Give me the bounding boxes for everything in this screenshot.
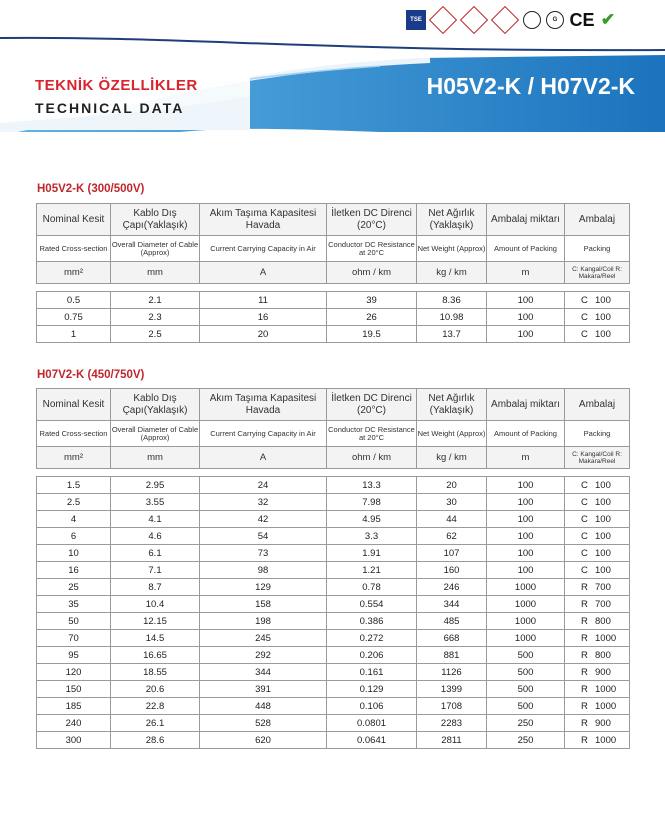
table-cell: 0.161 <box>327 664 417 681</box>
table-cell: 0.5 <box>37 292 111 309</box>
packing-cell <box>565 579 630 596</box>
packing-cell <box>565 698 630 715</box>
table-cell: 0.106 <box>327 698 417 715</box>
col-unit: mm² <box>37 447 111 469</box>
table-cell: 129 <box>200 579 327 596</box>
col-header-tr: Net Ağırlık (Yaklaşık) <box>417 389 487 421</box>
col-header-en: Overall Diameter of Cable (Approx) <box>111 421 200 447</box>
packing-type: C <box>581 479 588 491</box>
table-cell: 73 <box>200 545 327 562</box>
table-cell: 11 <box>200 292 327 309</box>
table-cell: 54 <box>200 528 327 545</box>
table-cell: 20 <box>417 477 487 494</box>
certification-logos <box>406 10 617 30</box>
packing-amount: 100 <box>595 530 611 542</box>
table-cell: 20.6 <box>111 681 200 698</box>
packing-cell <box>565 511 630 528</box>
col-header-tr: Ambalaj miktarı <box>487 204 565 236</box>
table-row <box>37 579 630 596</box>
table-cell: 100 <box>487 562 565 579</box>
col-header-tr: Akım Taşıma Kapasitesi Havada <box>200 389 327 421</box>
title-turkish: TEKNİK ÖZELLİKLER <box>35 77 198 94</box>
table-cell: 10 <box>37 545 111 562</box>
title-english: TECHNICAL DATA <box>35 100 185 116</box>
col-header-en: Net Weight (Approx) <box>417 421 487 447</box>
table-row <box>37 630 630 647</box>
table-cell: 668 <box>417 630 487 647</box>
table-cell: 0.129 <box>327 681 417 698</box>
packing-type: R <box>581 581 588 593</box>
packing-amount: 100 <box>595 496 611 508</box>
table-cell: 8.36 <box>417 292 487 309</box>
table-row <box>37 698 630 715</box>
table-cell: 0.386 <box>327 613 417 630</box>
table-cell: 2283 <box>417 715 487 732</box>
table-cell: 0.78 <box>327 579 417 596</box>
table-cell: 0.75 <box>37 309 111 326</box>
col-header-en: Amount of Packing <box>487 236 565 262</box>
table-cell: 100 <box>487 528 565 545</box>
packing-amount: 800 <box>595 615 611 627</box>
packing-type: C <box>581 496 588 508</box>
table-cell: 4.6 <box>111 528 200 545</box>
col-unit: C: Kangal/Coil R: Makara/Reel <box>565 262 630 284</box>
packing-amount: 100 <box>595 513 611 525</box>
col-unit: C: Kangal/Coil R: Makara/Reel <box>565 447 630 469</box>
col-header-tr: Kablo Dış Çapı(Yaklaşık) <box>111 204 200 236</box>
table-cell: 1126 <box>417 664 487 681</box>
table-row <box>37 664 630 681</box>
packing-amount: 100 <box>595 547 611 559</box>
section-title-h05v2k: H05V2-K (300/500V) <box>37 183 145 195</box>
col-header-en: Rated Cross-section <box>37 236 111 262</box>
packing-type: C <box>581 328 588 340</box>
packing-type: R <box>581 598 588 610</box>
table-cell: 2811 <box>417 732 487 749</box>
table-cell: 13.7 <box>417 326 487 343</box>
table-cell: 246 <box>417 579 487 596</box>
table-cell: 4.1 <box>111 511 200 528</box>
table-cell: 70 <box>37 630 111 647</box>
col-header-tr: Ambalaj <box>565 389 630 421</box>
table-cell: 10.4 <box>111 596 200 613</box>
table-cell: 22.8 <box>111 698 200 715</box>
table-cell: 16 <box>37 562 111 579</box>
table-cell: 100 <box>487 477 565 494</box>
col-unit: kg / km <box>417 262 487 284</box>
packing-cell <box>565 664 630 681</box>
product-title: H05V2-K / H07V2-K <box>426 73 635 99</box>
table-row <box>37 511 630 528</box>
diamond-mark-icon <box>491 10 519 30</box>
table-header <box>37 389 630 477</box>
table-cell: 100 <box>487 292 565 309</box>
packing-amount: 100 <box>595 294 611 306</box>
col-header-en: Overall Diameter of Cable (Approx) <box>111 236 200 262</box>
table-cell: 1000 <box>487 613 565 630</box>
table-row <box>37 647 630 664</box>
table-cell: 0.0801 <box>327 715 417 732</box>
col-unit: ohm / km <box>327 447 417 469</box>
table-cell: 150 <box>37 681 111 698</box>
col-unit: m <box>487 447 565 469</box>
table-cell: 100 <box>487 511 565 528</box>
table-cell: 198 <box>200 613 327 630</box>
spec-table-h07v2k <box>36 388 630 749</box>
tse-logo-icon: TSE <box>406 10 426 30</box>
table-cell: 0.554 <box>327 596 417 613</box>
col-header-en: Packing <box>565 421 630 447</box>
table-cell: 528 <box>200 715 327 732</box>
circle-mark-icon <box>522 10 542 30</box>
table-cell: 1 <box>37 326 111 343</box>
table-cell: 500 <box>487 698 565 715</box>
packing-cell <box>565 681 630 698</box>
table-cell: 20 <box>200 326 327 343</box>
table-cell: 292 <box>200 647 327 664</box>
col-header-en: Net Weight (Approx) <box>417 236 487 262</box>
packing-type: R <box>581 717 588 729</box>
table-cell: 62 <box>417 528 487 545</box>
table-cell: 44 <box>417 511 487 528</box>
col-header-tr: Ambalaj miktarı <box>487 389 565 421</box>
table-cell: 1000 <box>487 579 565 596</box>
table-cell: 7.98 <box>327 494 417 511</box>
packing-amount: 800 <box>595 649 611 661</box>
col-header-tr: Ambalaj <box>565 204 630 236</box>
table-row <box>37 715 630 732</box>
table-cell: 95 <box>37 647 111 664</box>
table-cell: 1000 <box>487 630 565 647</box>
packing-cell <box>565 477 630 494</box>
table-cell: 391 <box>200 681 327 698</box>
table-cell: 250 <box>487 732 565 749</box>
col-unit: m <box>487 262 565 284</box>
col-header-tr: Akım Taşıma Kapasitesi Havada <box>200 204 327 236</box>
table-cell: 6.1 <box>111 545 200 562</box>
packing-cell <box>565 309 630 326</box>
table-row <box>37 494 630 511</box>
table-cell: 1399 <box>417 681 487 698</box>
table-cell: 1.91 <box>327 545 417 562</box>
packing-cell <box>565 494 630 511</box>
table-cell: 2.1 <box>111 292 200 309</box>
table-row <box>37 528 630 545</box>
col-header-en: Current Carrying Capacity in Air <box>200 236 327 262</box>
table-cell: 2.5 <box>111 326 200 343</box>
table-cell: 98 <box>200 562 327 579</box>
col-unit: kg / km <box>417 447 487 469</box>
table-cell: 39 <box>327 292 417 309</box>
packing-type: R <box>581 683 588 695</box>
packing-amount: 1000 <box>595 683 617 695</box>
table-cell: 120 <box>37 664 111 681</box>
table-cell: 8.7 <box>111 579 200 596</box>
col-unit: A <box>200 447 327 469</box>
table-row <box>37 562 630 579</box>
table-cell: 1.5 <box>37 477 111 494</box>
table-body <box>37 292 630 343</box>
table-cell: 14.5 <box>111 630 200 647</box>
packing-cell <box>565 613 630 630</box>
table-cell: 344 <box>417 596 487 613</box>
table-cell: 7.1 <box>111 562 200 579</box>
table-cell: 448 <box>200 698 327 715</box>
diamond-mark-icon <box>460 10 488 30</box>
packing-amount: 900 <box>595 717 611 729</box>
packing-amount: 700 <box>595 581 611 593</box>
table-cell: 6 <box>37 528 111 545</box>
packing-type: C <box>581 294 588 306</box>
packing-amount: 700 <box>595 598 611 610</box>
packing-amount: 100 <box>595 564 611 576</box>
table-cell: 500 <box>487 681 565 698</box>
table-cell: 0.206 <box>327 647 417 664</box>
g-mark-icon: G <box>545 10 565 30</box>
table-row <box>37 732 630 749</box>
col-header-tr: Net Ağırlık (Yaklaşık) <box>417 204 487 236</box>
packing-type: C <box>581 564 588 576</box>
packing-cell <box>565 596 630 613</box>
table-cell: 300 <box>37 732 111 749</box>
table-cell: 158 <box>200 596 327 613</box>
table-cell: 250 <box>487 715 565 732</box>
table-cell: 107 <box>417 545 487 562</box>
packing-cell <box>565 630 630 647</box>
table-cell: 13.3 <box>327 477 417 494</box>
packing-amount: 100 <box>595 479 611 491</box>
table-cell: 12.15 <box>111 613 200 630</box>
section-title-h07v2k: H07V2-K (450/750V) <box>37 369 145 381</box>
packing-type: C <box>581 547 588 559</box>
packing-amount: 100 <box>595 311 611 323</box>
spec-table-h05v2k <box>36 203 630 343</box>
table-cell: 344 <box>200 664 327 681</box>
table-cell: 10.98 <box>417 309 487 326</box>
col-unit: mm <box>111 262 200 284</box>
table-cell: 35 <box>37 596 111 613</box>
packing-type: R <box>581 632 588 644</box>
packing-type: R <box>581 666 588 678</box>
table-cell: 100 <box>487 326 565 343</box>
packing-amount: 1000 <box>595 734 617 746</box>
table-cell: 500 <box>487 647 565 664</box>
col-header-en: Packing <box>565 236 630 262</box>
packing-cell <box>565 715 630 732</box>
table-row <box>37 613 630 630</box>
table-cell: 25 <box>37 579 111 596</box>
packing-amount: 900 <box>595 666 611 678</box>
packing-type: R <box>581 649 588 661</box>
table-cell: 100 <box>487 309 565 326</box>
table-cell: 240 <box>37 715 111 732</box>
table-cell: 3.3 <box>327 528 417 545</box>
col-unit: ohm / km <box>327 262 417 284</box>
table-cell: 185 <box>37 698 111 715</box>
table-body <box>37 477 630 749</box>
table-row <box>37 477 630 494</box>
table-cell: 16 <box>200 309 327 326</box>
packing-amount: 1000 <box>595 632 617 644</box>
diamond-mark-icon <box>429 10 457 30</box>
table-cell: 30 <box>417 494 487 511</box>
ce-mark-icon: CE <box>569 9 595 30</box>
table-cell: 245 <box>200 630 327 647</box>
col-header-en: Conductor DC Resistance at 20°C <box>327 236 417 262</box>
packing-type: C <box>581 311 588 323</box>
packing-type: C <box>581 530 588 542</box>
table-row <box>37 681 630 698</box>
col-header-en: Amount of Packing <box>487 421 565 447</box>
table-cell: 485 <box>417 613 487 630</box>
table-cell: 881 <box>417 647 487 664</box>
table-cell: 0.0641 <box>327 732 417 749</box>
col-header-en: Current Carrying Capacity in Air <box>200 421 327 447</box>
table-cell: 26.1 <box>111 715 200 732</box>
table-row <box>37 326 630 343</box>
packing-cell <box>565 326 630 343</box>
table-cell: 4.95 <box>327 511 417 528</box>
table-cell: 32 <box>200 494 327 511</box>
table-cell: 28.6 <box>111 732 200 749</box>
packing-amount: 100 <box>595 328 611 340</box>
col-header-tr: Nominal Kesit <box>37 204 111 236</box>
packing-type: R <box>581 700 588 712</box>
table-cell: 4 <box>37 511 111 528</box>
packing-cell <box>565 732 630 749</box>
table-cell: 1000 <box>487 596 565 613</box>
table-cell: 100 <box>487 494 565 511</box>
table-cell: 2.5 <box>37 494 111 511</box>
table-cell: 2.3 <box>111 309 200 326</box>
table-cell: 0.272 <box>327 630 417 647</box>
col-unit: mm² <box>37 262 111 284</box>
table-cell: 24 <box>200 477 327 494</box>
packing-type: C <box>581 513 588 525</box>
packing-cell <box>565 292 630 309</box>
table-cell: 160 <box>417 562 487 579</box>
col-unit: A <box>200 262 327 284</box>
col-header-en: Rated Cross-section <box>37 421 111 447</box>
packing-amount: 1000 <box>595 700 617 712</box>
table-cell: 620 <box>200 732 327 749</box>
packing-type: R <box>581 734 588 746</box>
table-cell: 19.5 <box>327 326 417 343</box>
table-cell: 100 <box>487 545 565 562</box>
packing-cell <box>565 545 630 562</box>
col-header-en: Conductor DC Resistance at 20°C <box>327 421 417 447</box>
table-row <box>37 596 630 613</box>
table-row <box>37 545 630 562</box>
table-row <box>37 292 630 309</box>
table-cell: 50 <box>37 613 111 630</box>
packing-cell <box>565 528 630 545</box>
table-header <box>37 204 630 292</box>
table-cell: 2.95 <box>111 477 200 494</box>
col-header-tr: İletken DC Direnci (20°C) <box>327 204 417 236</box>
table-cell: 42 <box>200 511 327 528</box>
table-cell: 1.21 <box>327 562 417 579</box>
packing-cell <box>565 647 630 664</box>
table-cell: 16.65 <box>111 647 200 664</box>
table-cell: 18.55 <box>111 664 200 681</box>
col-header-tr: Nominal Kesit <box>37 389 111 421</box>
table-cell: 1708 <box>417 698 487 715</box>
table-cell: 500 <box>487 664 565 681</box>
col-unit: mm <box>111 447 200 469</box>
table-cell: 3.55 <box>111 494 200 511</box>
col-header-tr: İletken DC Direnci (20°C) <box>327 389 417 421</box>
packing-type: R <box>581 615 588 627</box>
col-header-tr: Kablo Dış Çapı(Yaklaşık) <box>111 389 200 421</box>
table-row <box>37 309 630 326</box>
packing-cell <box>565 562 630 579</box>
table-cell: 26 <box>327 309 417 326</box>
rohs-check-icon: ✔ <box>600 10 616 29</box>
